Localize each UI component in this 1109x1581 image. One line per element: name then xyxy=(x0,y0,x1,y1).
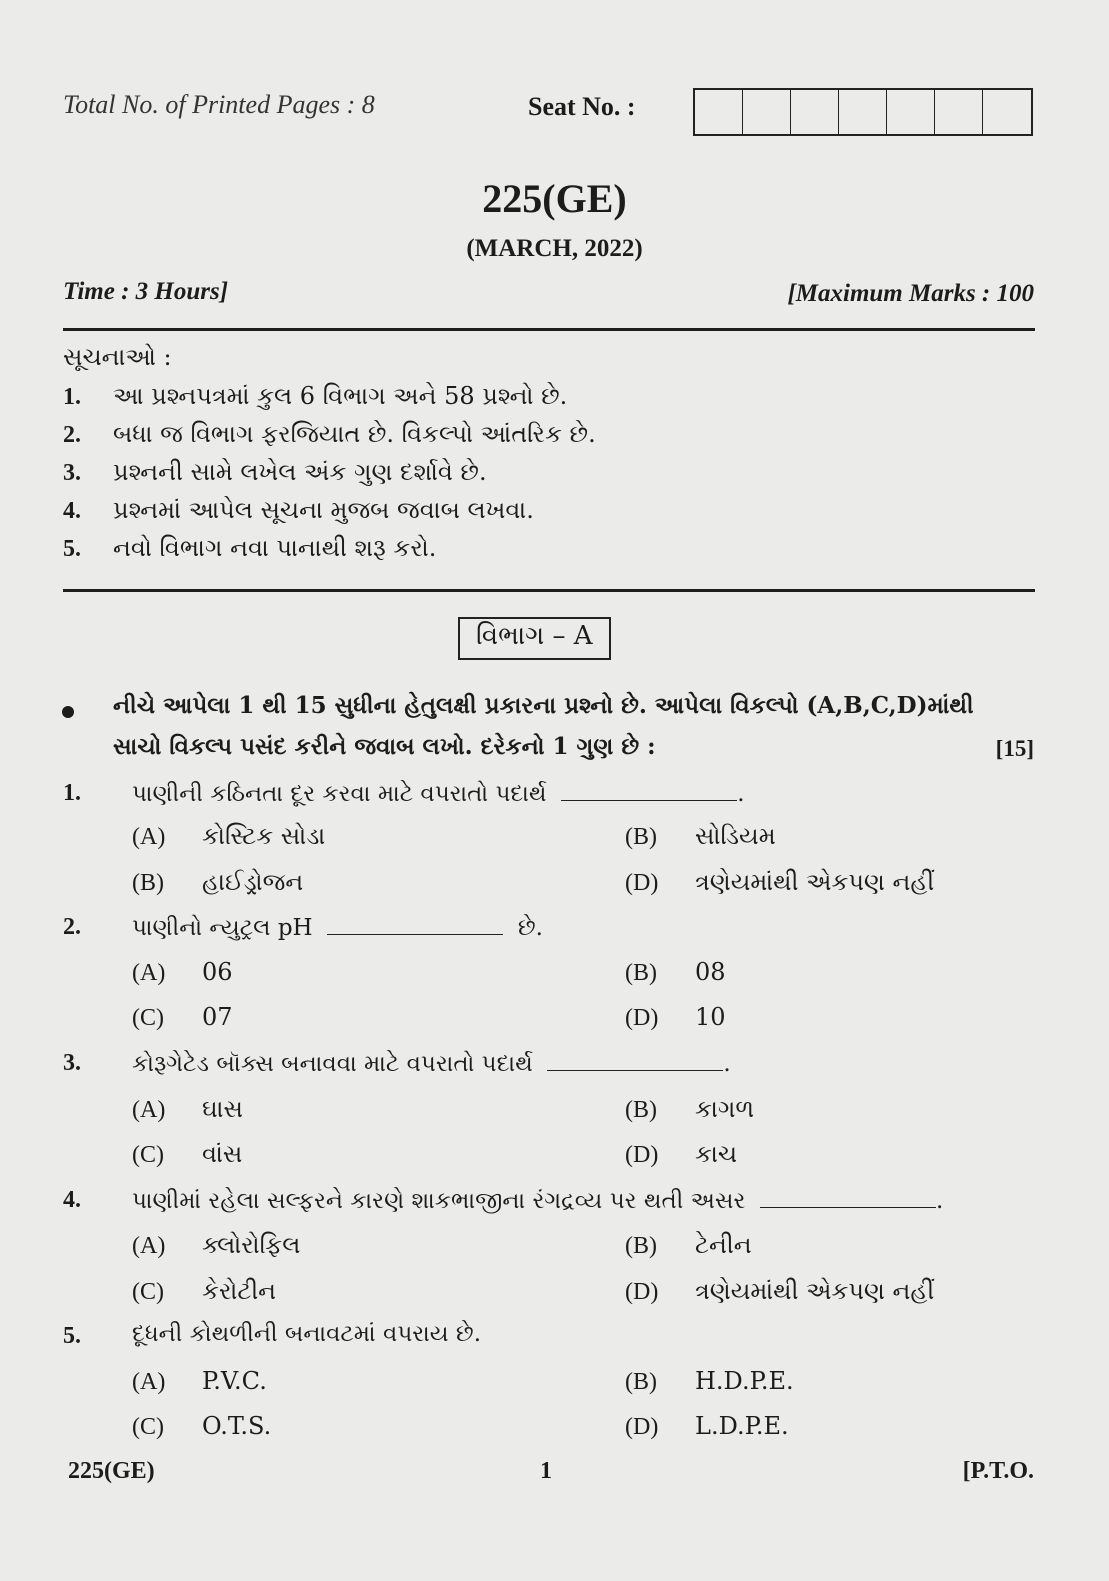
question-tail: . xyxy=(723,1051,731,1077)
instruction-text: બધા જ વિભાગ ફરજિયાત છે. વિકલ્પો આંતરિક છે. xyxy=(113,420,596,448)
instruction-item xyxy=(63,458,487,487)
question-text xyxy=(132,912,543,941)
option-text: કેરોટીન xyxy=(202,1277,277,1305)
option-label: (C) xyxy=(132,1279,164,1305)
question-text: દૂધની કોથળીની બનાવટમાં વપરાય છે. xyxy=(132,1321,482,1347)
seat-box[interactable] xyxy=(791,90,839,134)
option[interactable] xyxy=(132,822,325,851)
option-text: ટેનીન xyxy=(695,1231,752,1259)
option-label: (A) xyxy=(132,824,166,850)
exam-time: Time : 3 Hours] xyxy=(63,278,229,305)
instruction-number: 2. xyxy=(63,422,81,448)
option-text: H.D.P.E. xyxy=(695,1367,794,1395)
instruction-number: 3. xyxy=(63,460,81,486)
seat-number-boxes[interactable] xyxy=(693,88,1033,136)
option[interactable] xyxy=(625,1095,754,1124)
option[interactable] xyxy=(132,1231,300,1260)
instruction-number: 1. xyxy=(63,384,81,410)
max-marks: [Maximum Marks : 100 xyxy=(787,280,1034,307)
option-text: ક્લોરોફિલ xyxy=(202,1231,301,1259)
answer-blank[interactable] xyxy=(760,1185,936,1208)
option[interactable] xyxy=(132,1277,276,1306)
instruction-item xyxy=(63,382,567,411)
option[interactable] xyxy=(625,868,934,897)
question-number: 4. xyxy=(63,1187,81,1213)
seat-box[interactable] xyxy=(887,90,935,134)
seat-box[interactable] xyxy=(983,90,1031,134)
option-text: સોડિયમ xyxy=(695,822,776,850)
option-label: (C) xyxy=(132,1414,164,1440)
answer-blank[interactable] xyxy=(327,912,503,935)
option-label: (D) xyxy=(625,870,659,896)
seat-box[interactable] xyxy=(695,90,743,134)
question-number: 5. xyxy=(63,1323,81,1349)
question-stem: પાણીની કઠિનતા દૂર કરવા માટે વપરાતો પદાર્થ xyxy=(132,781,547,807)
instruction-text: પ્રશ્નની સામે લખેલ અંક ગુણ દર્શાવે છે. xyxy=(113,458,487,486)
section-title: વિભાગ – A xyxy=(458,617,611,660)
option-text: કોસ્ટિક સોડા xyxy=(202,822,326,850)
option-label: (A) xyxy=(132,1369,166,1395)
question-text xyxy=(132,1185,943,1214)
option[interactable] xyxy=(132,1412,271,1441)
question-text xyxy=(132,778,745,807)
option-label: (B) xyxy=(625,1097,657,1123)
option[interactable] xyxy=(132,1367,267,1396)
option-text: O.T.S. xyxy=(202,1412,272,1440)
option-label: (A) xyxy=(132,1233,166,1259)
option-text: 10 xyxy=(695,1003,726,1031)
option-label: (D) xyxy=(625,1414,659,1440)
option[interactable] xyxy=(625,1277,934,1306)
instruction-item xyxy=(63,534,436,563)
question-tail: છે. xyxy=(517,915,543,941)
question-number: 1. xyxy=(63,780,81,806)
instructions-divider xyxy=(63,589,1035,592)
page-number: 1 xyxy=(540,1458,552,1484)
instruction-text: પ્રશ્નમાં આપેલ સૂચના મુજબ જવાબ લખવા. xyxy=(113,496,534,524)
option[interactable] xyxy=(625,1367,794,1396)
option[interactable] xyxy=(132,868,303,897)
answer-blank[interactable] xyxy=(547,1048,723,1071)
option[interactable] xyxy=(625,1140,737,1169)
option-text: 07 xyxy=(202,1003,233,1031)
bullet-icon xyxy=(62,706,74,718)
option-label: (B) xyxy=(625,1233,657,1259)
option-label: (B) xyxy=(625,1369,657,1395)
option-label: (D) xyxy=(625,1279,659,1305)
option[interactable] xyxy=(132,958,233,987)
question-number: 2. xyxy=(63,914,81,940)
option-text: ત્રણેયમાંથી એકપણ નહીં xyxy=(695,868,935,896)
seat-box[interactable] xyxy=(839,90,887,134)
instruction-item xyxy=(63,420,596,449)
instruction-number: 4. xyxy=(63,498,81,524)
option[interactable] xyxy=(132,1140,242,1169)
paper-code: 225(GE) xyxy=(482,176,627,221)
option[interactable] xyxy=(625,958,726,987)
option-text: P.V.C. xyxy=(202,1367,267,1395)
option-label: (B) xyxy=(625,960,657,986)
option[interactable] xyxy=(132,1095,243,1124)
question-number: 3. xyxy=(63,1050,81,1076)
footer-code: 225(GE) xyxy=(68,1458,155,1484)
option-text: કાચ xyxy=(695,1140,738,1168)
instruction-item xyxy=(63,496,534,525)
option-label: (C) xyxy=(132,1005,164,1031)
question-text xyxy=(132,1048,731,1077)
section-lead-line-1: નીચે આપેલા 1 થી 15 સુધીના હેતુલક્ષી પ્રકારના પ્રશ્નો છે. આપેલા વિકલ્પો (A,B,C,D)માંથી xyxy=(113,692,974,719)
option-text: વાંસ xyxy=(202,1140,243,1168)
section-lead-line-2: સાચો વિકલ્પ પસંદ કરીને જવાબ લખો. દરેકનો 1 ગુણ છે : xyxy=(113,733,656,760)
seat-label: Seat No. : xyxy=(528,92,636,121)
option[interactable] xyxy=(625,1003,726,1032)
seat-box[interactable] xyxy=(935,90,983,134)
option-text: 08 xyxy=(695,958,726,986)
option-text: 06 xyxy=(202,958,233,986)
option-label: (C) xyxy=(132,1142,164,1168)
question-stem: પાણીનો ન્યુટ્રલ pH xyxy=(132,915,313,941)
option-text: કાગળ xyxy=(695,1095,755,1123)
option-label: (A) xyxy=(132,1097,166,1123)
exam-date: (MARCH, 2022) xyxy=(466,235,643,262)
option[interactable] xyxy=(625,822,776,851)
instruction-text: નવો વિભાગ નવા પાનાથી શરૂ કરો. xyxy=(113,534,437,562)
question-tail: . xyxy=(737,781,745,807)
option-text: ઘાસ xyxy=(202,1095,243,1123)
seat-box[interactable] xyxy=(743,90,791,134)
option[interactable] xyxy=(625,1231,752,1260)
option-text: L.D.P.E. xyxy=(695,1412,789,1440)
option-text: ત્રણેયમાંથી એકપણ નહીં xyxy=(695,1277,935,1305)
option-label: (B) xyxy=(132,870,164,896)
option-label: (D) xyxy=(625,1142,659,1168)
pto-label: [P.T.O. xyxy=(962,1458,1034,1484)
question-tail: . xyxy=(936,1188,944,1214)
option-label: (A) xyxy=(132,960,166,986)
option[interactable] xyxy=(132,1003,233,1032)
question-stem: પાણીમાં રહેલા સલ્ફરને કારણે શાકભાજીના રંગદ્રવ્ય પર થતી અસર xyxy=(132,1188,746,1214)
answer-blank[interactable] xyxy=(561,778,737,801)
option-text: હાઈડ્રોજન xyxy=(202,868,304,896)
option-label: (D) xyxy=(625,1005,659,1031)
instructions-title: સૂચનાઓ : xyxy=(63,343,172,371)
instruction-number: 5. xyxy=(63,536,81,562)
instruction-text: આ પ્રશ્નપત્રમાં કુલ 6 વિભાગ અને 58 પ્રશ્નો છે. xyxy=(113,382,568,410)
option-label: (B) xyxy=(625,824,657,850)
option[interactable] xyxy=(625,1412,789,1441)
header-divider xyxy=(63,328,1035,331)
section-marks: [15] xyxy=(995,736,1034,761)
question-stem: કોરૂગેટેડ બૉક્સ બનાવવા માટે વપરાતો પદાર્થ xyxy=(132,1051,533,1077)
total-pages: Total No. of Printed Pages : 8 xyxy=(63,90,375,119)
